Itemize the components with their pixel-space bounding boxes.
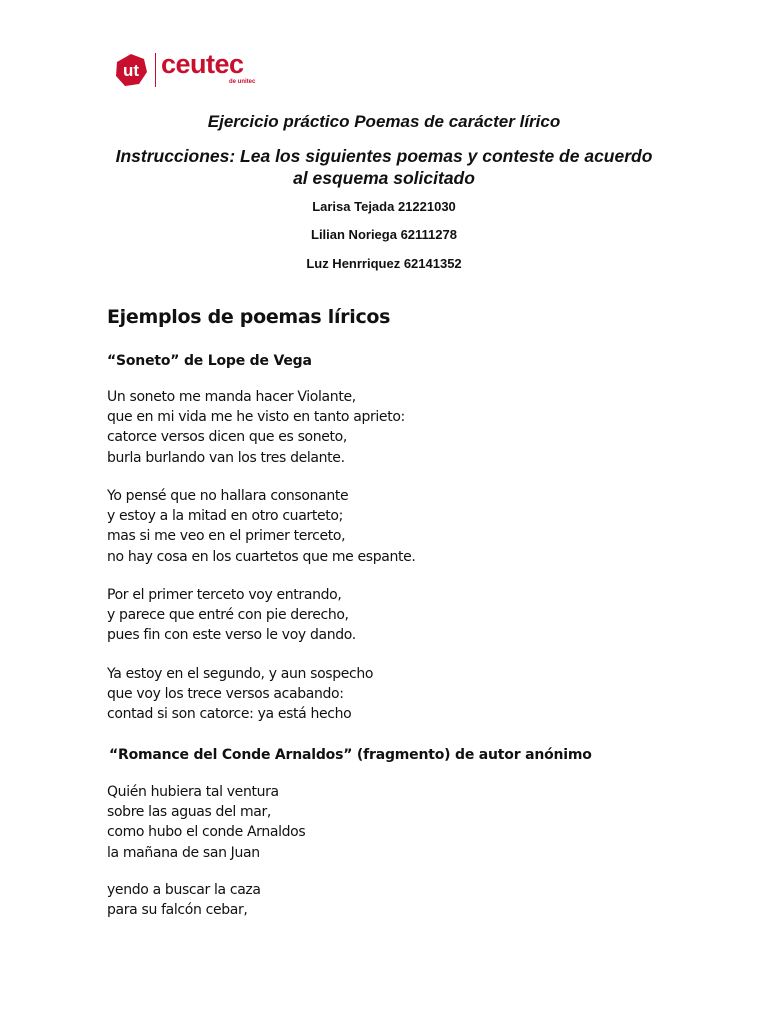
poem-line: Yo pensé que no hallara consonante — [107, 488, 349, 504]
section-heading: Ejemplos de poemas líricos — [107, 306, 391, 328]
author-line: Larisa Tejada 21221030 — [312, 199, 456, 214]
poem-line: y estoy a la mitad en otro cuarteto; — [107, 508, 343, 525]
logo-name: ceutec — [161, 49, 244, 79]
poem-line: Por el primer terceto voy entrando, — [107, 587, 342, 603]
logo-wordmark — [161, 50, 261, 90]
poem-line: sobre las aguas del mar, — [107, 804, 271, 821]
poem-stanza — [107, 387, 405, 468]
poem-line: burla burlando van los tres delante. — [107, 449, 345, 466]
poem-line: contad si son catorce: ya está hecho — [107, 706, 352, 723]
author-line: Luz Henrriquez 62141352 — [306, 256, 462, 271]
logo-divider — [155, 53, 156, 87]
poem-line: pues fin con este verso le voy dando. — [107, 627, 356, 644]
poem-line: Ya estoy en el segundo, y aun sospecho — [107, 666, 374, 682]
poem-line: como hubo el conde Arnaldos — [107, 824, 306, 841]
poem-title: “Romance del Conde Arnaldos” (fragmento) de autor anónimo — [109, 747, 592, 763]
ceutec-logo — [113, 50, 261, 90]
poem-stanza — [107, 585, 356, 646]
poem-line: yendo a buscar la caza — [107, 882, 261, 898]
poem-stanza — [107, 664, 373, 725]
instructions: Instrucciones: Lea los siguientes poemas y conteste de acuerdo al esquema solicitado — [115, 146, 653, 188]
poem-line: que voy los trece versos acabando: — [107, 686, 344, 703]
author-line: Lilian Noriega 62111278 — [311, 227, 457, 242]
poem-line: la mañana de san Juan — [107, 844, 260, 861]
ut-logo-icon — [113, 52, 149, 88]
poem-line: mas si me veo en el primer terceto, — [107, 528, 346, 545]
poem-line: catorce versos dicen que es soneto, — [107, 429, 347, 446]
poem-line: Un soneto me manda hacer Violante, — [107, 389, 356, 405]
poem-line: y parece que entré con pie derecho, — [107, 607, 349, 624]
poem-line: no hay cosa en los cuartetos que me espante. — [107, 548, 416, 565]
poem-stanza — [107, 486, 416, 567]
logo-sub: de unitec — [229, 79, 256, 85]
logo-mark-text: ut — [122, 61, 140, 80]
poem-line: para su falcón cebar, — [107, 902, 248, 919]
poem-line: Quién hubiera tal ventura — [107, 784, 279, 800]
document-title: Ejercicio práctico Poemas de carácter lírico — [207, 112, 561, 131]
poem-title: “Soneto” de Lope de Vega — [107, 353, 312, 369]
poem-stanza — [107, 880, 261, 920]
poem-line: que en mi vida me he visto en tanto aprieto: — [107, 409, 405, 426]
poem-stanza — [107, 782, 305, 863]
